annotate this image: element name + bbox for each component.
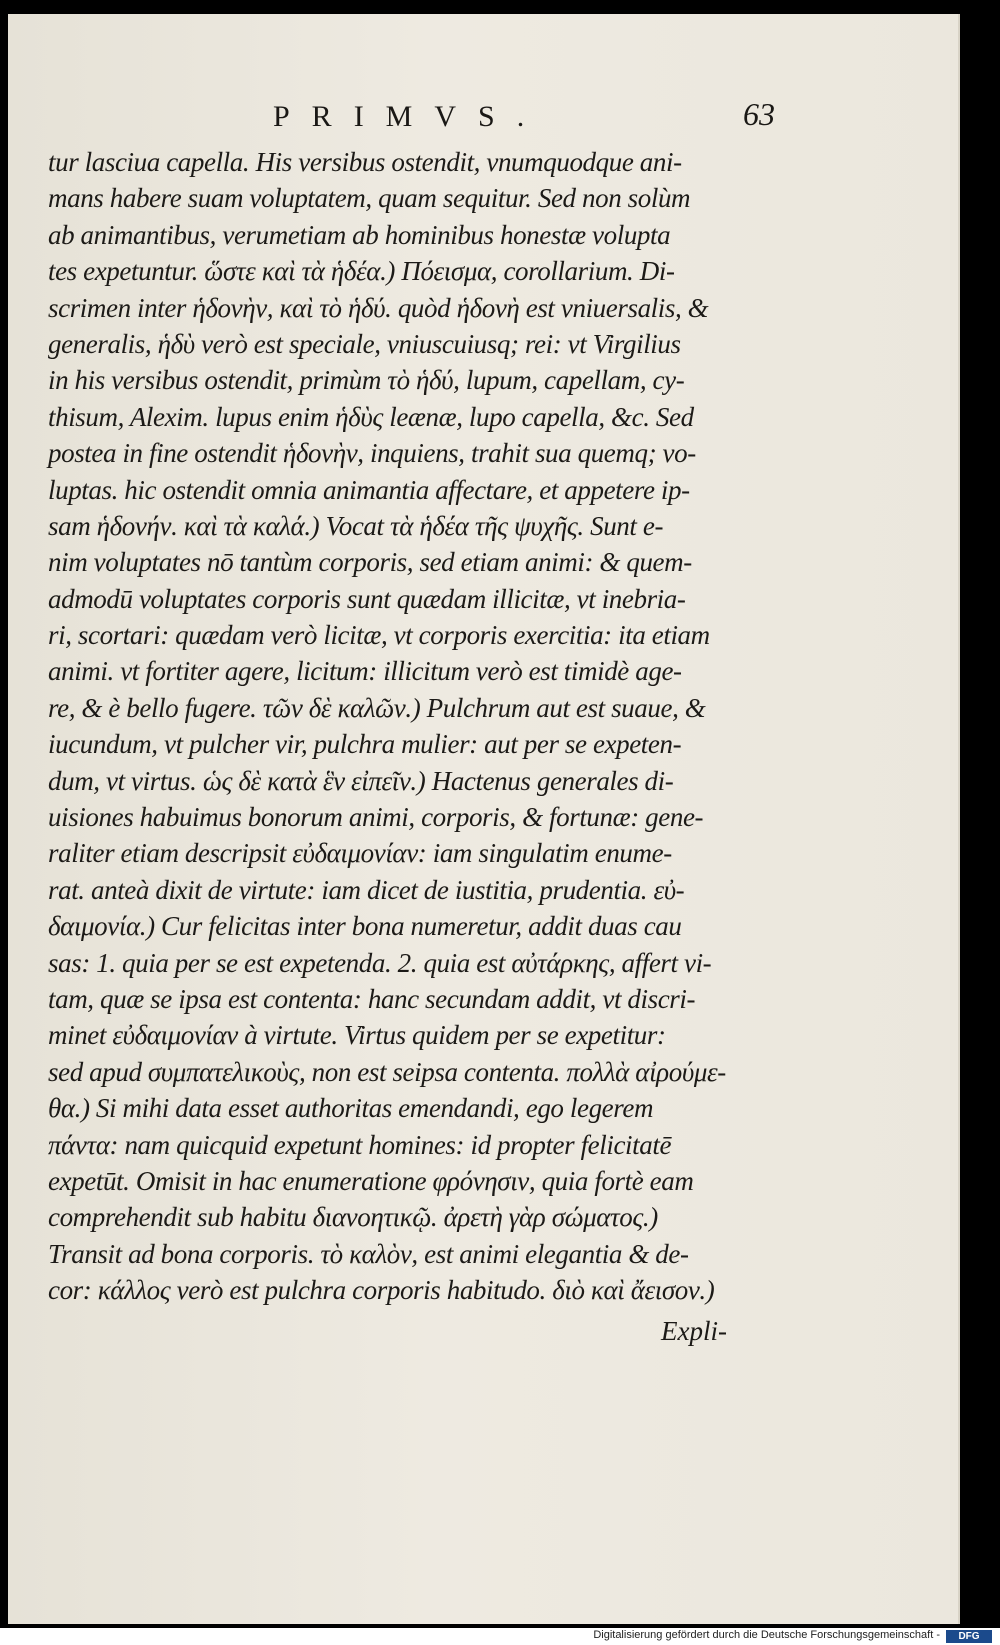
text-line: θα.) Si mihi data esset authoritas emendandi, ego legerem: [48, 1093, 654, 1124]
text-line: re, & è bello fugere. τῶν δὲ καλῶν.) Pulchrum aut est suaue, &: [48, 692, 706, 723]
text-line: δαιμονία.) Cur felicitas inter bona numeretur, addit duas cau: [48, 911, 682, 942]
text-line: scrimen inter ἡδονὴν, καὶ τὸ ἡδύ. quòd ἡδονὴ est vniuersalis, &: [48, 292, 709, 323]
digitization-footer: [0, 1628, 1000, 1645]
text-line: in his versibus ostendit, primùm τὸ ἡδύ, lupum, capellam, cy-: [48, 365, 685, 396]
page-header: [8, 96, 958, 140]
text-line: rat. anteà dixit de virtute: iam dicet de iustitia, prudentia. εὐ-: [48, 874, 685, 905]
text-line: expetūt. Omisit in hac enumeratione φρόνησιν, quia fortè eam: [48, 1165, 694, 1196]
catchword: Expli-: [661, 1316, 727, 1346]
text-line: iucundum, vt pulcher vir, pulchra mulier: aut per se expeten-: [48, 729, 682, 760]
funding-credit: Digitalisierung gefördert durch die Deutsche Forschungsgemeinschaft -: [593, 1629, 940, 1641]
page-number: 63: [743, 96, 775, 132]
text-line: animi. vt fortiter agere, licitum: illicitum verò est timidè age-: [48, 656, 682, 687]
text-line: dum, vt virtus. ὡς δὲ κατὰ ἓν εἰπεῖν.) Hactenus generales di-: [48, 765, 674, 796]
text-line: admodū voluptates corporis sunt quædam illicitæ, vt inebria-: [48, 583, 686, 614]
text-line: postea in fine ostendit ἡδονὴν, inquiens, trahit sua quemq; vo-: [48, 438, 696, 469]
text-line: πάντα: nam quicquid expetunt homines: id propter felicitatē: [48, 1129, 672, 1160]
text-line: tam, quæ se ipsa est contenta: hanc secundam addit, vt discri-: [48, 983, 696, 1014]
text-line: sas: 1. quia per se est expetenda. 2. quia est αὐτάρκης, affert vi-: [48, 947, 712, 978]
text-line: uisiones habuimus bonorum animi, corporis, & fortunæ: gene-: [48, 802, 704, 833]
running-head: PRIMVS.: [273, 100, 547, 133]
text-line: sed apud συμπατελικοὺς, non est seipsa contenta. πολλὰ αἰρούμε-: [48, 1056, 726, 1087]
text-line: nim voluptates nō tantùm corporis, sed etiam animi: & quem-: [48, 547, 692, 578]
book-page: [8, 14, 960, 1624]
text-line: luptas. hic ostendit omnia animantia affectare, et appetere ip-: [48, 474, 690, 505]
text-line: minet εὐδαιμονίαν à virtute. Virtus quidem per se expetitur:: [48, 1020, 666, 1051]
text-line: sam ἡδονήν. καὶ τὰ καλά.) Vocat τὰ ἡδέα τῆς ψυχῆς. Sunt e-: [48, 510, 664, 541]
text-line: mans habere suam voluptatem, quam sequitur. Sed non solùm: [48, 183, 691, 214]
text-line: thisum, Alexim. lupus enim ἡδὺς leænæ, lupo capella, &c. Sed: [48, 401, 694, 432]
text-line: Transit ad bona corporis. τὸ καλὸν, est animi elegantia & de-: [48, 1238, 689, 1269]
text-line: tes expetuntur. ὥστε καὶ τὰ ἡδέα.) Πόεισμα, corollarium. Di-: [48, 256, 675, 287]
text-line: cor: κάλλος verò est pulchra corporis habitudo. διὸ καὶ ἄεισον.): [48, 1275, 715, 1306]
body-text: [48, 144, 828, 1309]
text-line: raliter etiam descripsit εὐδαιμονίαν: iam singulatim enume-: [48, 838, 672, 869]
text-line: comprehendit sub habitu διανοητικῷ. ἀρετὴ γὰρ σώματος.): [48, 1202, 658, 1233]
dfg-logo: DFG: [946, 1630, 992, 1643]
text-line: tur lasciua capella. His versibus ostendit, vnumquodque ani-: [48, 147, 682, 177]
text-line: ab animantibus, verumetiam ab hominibus honestæ volupta: [48, 219, 671, 250]
text-line: generalis, ἡδὺ verò est speciale, vniuscuiusq; rei: vt Virgilius: [48, 328, 681, 359]
text-line: ri, scortari: quædam verò licitæ, vt corporis exercitia: ita etiam: [48, 620, 710, 651]
